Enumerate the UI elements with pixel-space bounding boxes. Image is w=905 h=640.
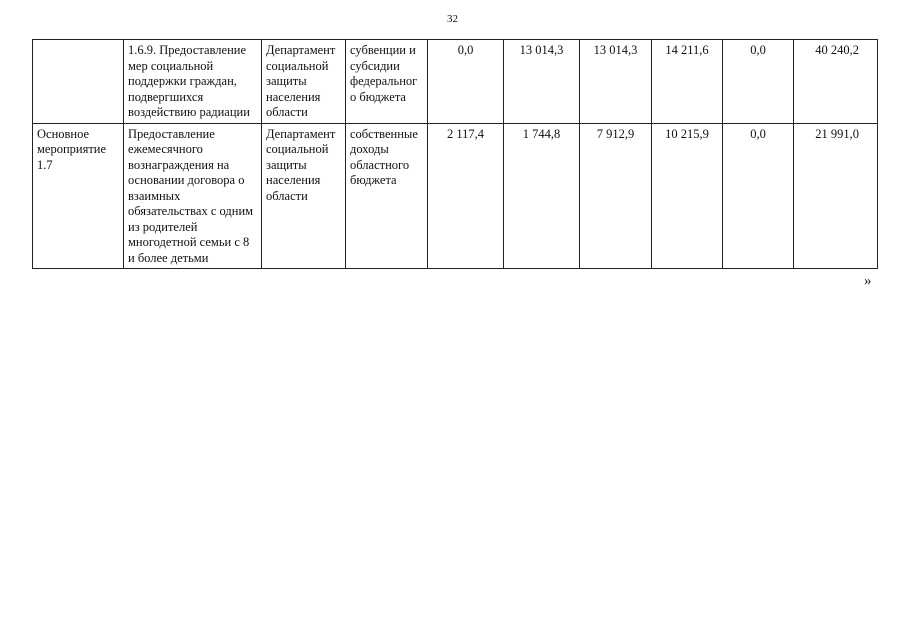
- closing-quote-mark: »: [864, 273, 872, 289]
- value-cell-4: 10 215,9: [652, 123, 723, 269]
- table-row: [33, 40, 878, 124]
- executor-cell: Департамент социальной защиты населения области: [262, 40, 346, 124]
- budget-table: [32, 39, 878, 269]
- funding-source-cell: субвенции и субсидии федеральног о бюджета: [346, 40, 428, 124]
- value-cell-total: 21 991,0: [794, 123, 878, 269]
- measure-name-cell: 1.6.9. Предоставление мер социальной поддержки граждан, подвергшихся воздействию радиации: [124, 40, 262, 124]
- value-cell-5: 0,0: [723, 40, 794, 124]
- measure-name-cell: Предоставление ежемесячного вознаграждения на основании договора о взаимных обязательствах с одним из родителей многодетной семьи с 8 и более детьми: [124, 123, 262, 269]
- page-number: 32: [447, 13, 458, 25]
- funding-source-cell: собственные доходы областного бюджета: [346, 123, 428, 269]
- value-cell-2: 13 014,3: [504, 40, 580, 124]
- value-cell-4: 14 211,6: [652, 40, 723, 124]
- value-cell-5: 0,0: [723, 123, 794, 269]
- value-cell-3: 7 912,9: [580, 123, 652, 269]
- row-type-cell: Основное мероприятие 1.7: [33, 123, 124, 269]
- value-cell-total: 40 240,2: [794, 40, 878, 124]
- value-cell-2: 1 744,8: [504, 123, 580, 269]
- executor-cell: Департамент социальной защиты населения области: [262, 123, 346, 269]
- row-type-cell: [33, 40, 124, 124]
- value-cell-1: 2 117,4: [428, 123, 504, 269]
- value-cell-1: 0,0: [428, 40, 504, 124]
- table-row: [33, 123, 878, 269]
- value-cell-3: 13 014,3: [580, 40, 652, 124]
